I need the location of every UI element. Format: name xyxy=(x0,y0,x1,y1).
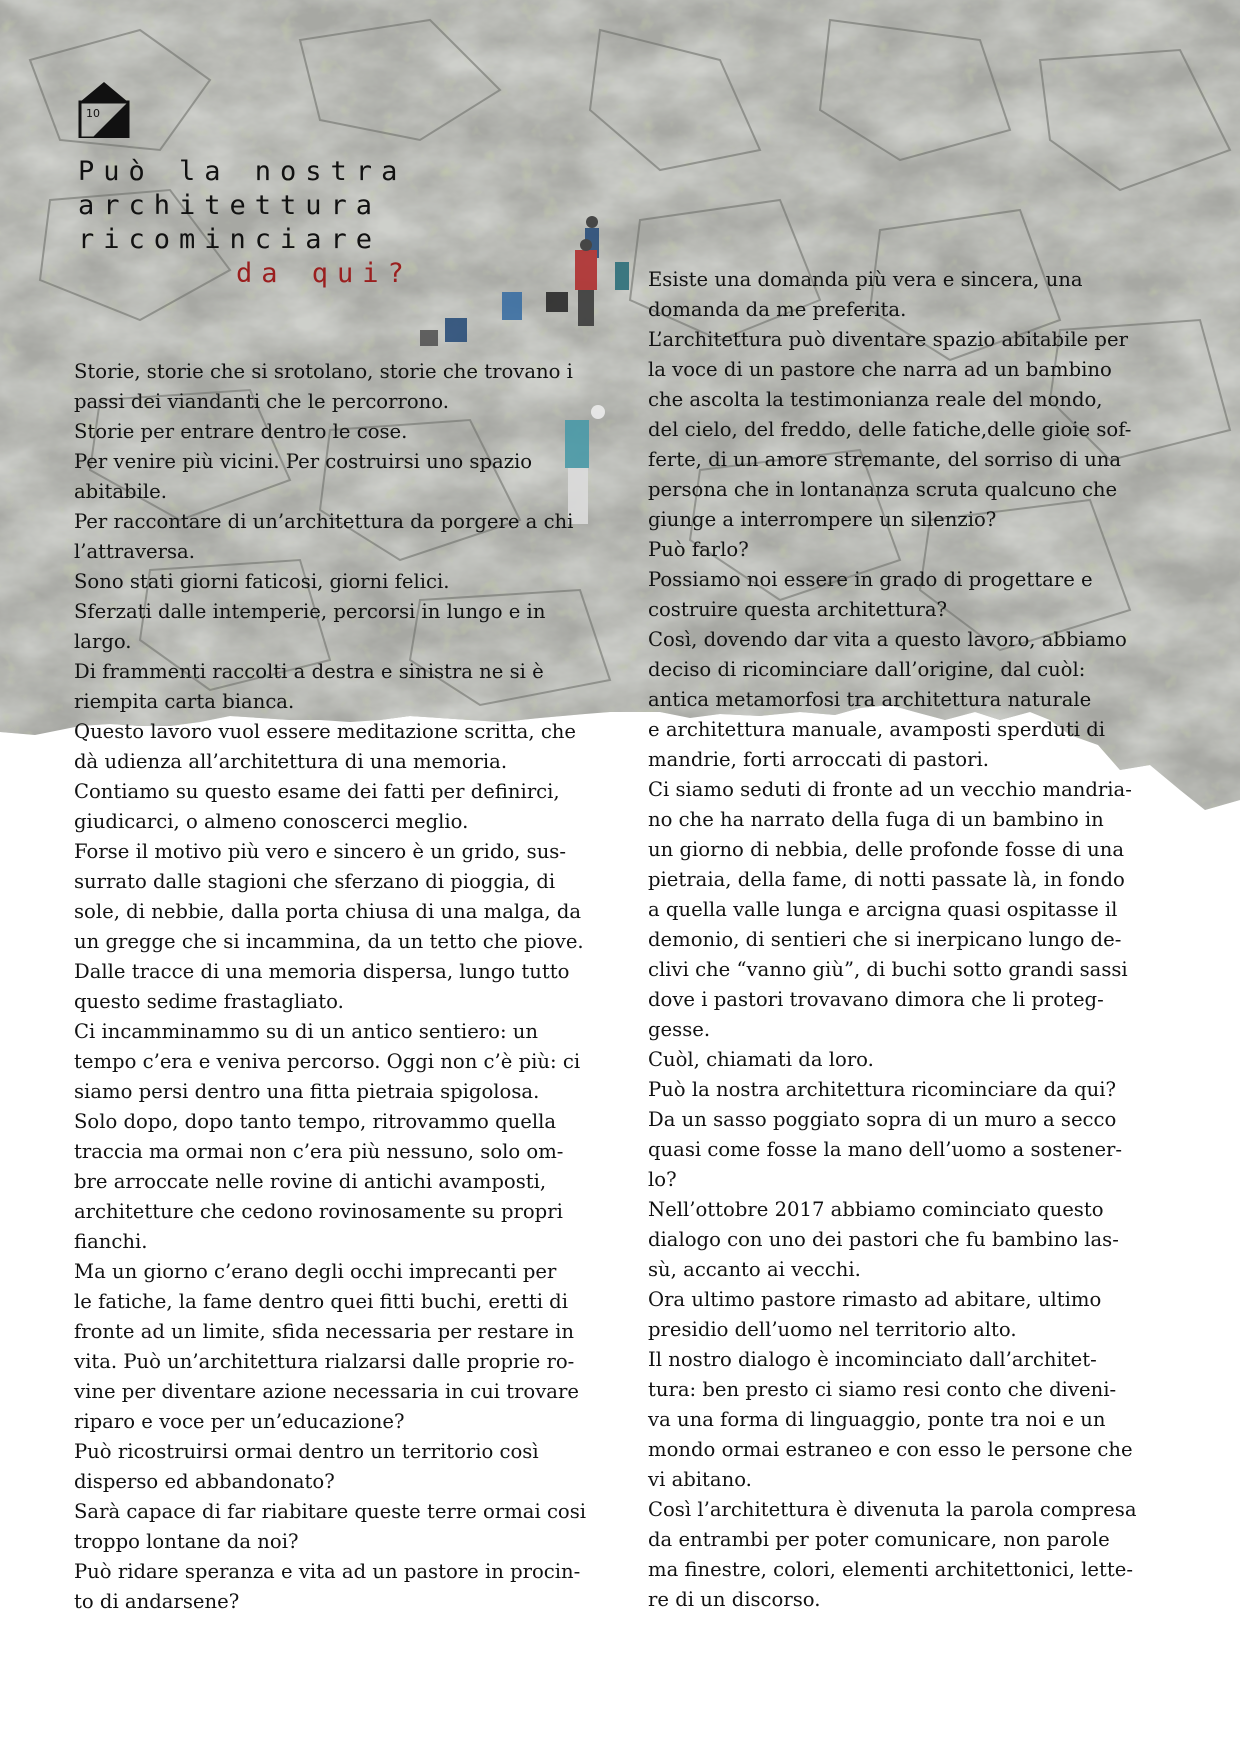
paragraph: Ora ultimo pastore rimasto ad abitare, ultimo presidio dell’uomo nel territorio alto. xyxy=(648,1288,1102,1341)
paragraph: Cuòl, chiamati da loro. xyxy=(648,1048,874,1071)
paragraph: Può ridare speranza e vita ad un pastore in procin- to di andarsene? xyxy=(74,1560,581,1613)
paragraph: Questo lavoro vuol essere meditazione scritta, che dà udienza all’architettura di una memoria. xyxy=(74,720,577,773)
paragraph: Da un sasso poggiato sopra di un muro a secco quasi come fosse la mano dell’uomo a sostener- lo? xyxy=(648,1108,1123,1191)
paragraph: Storie per entrare dentro le cose. xyxy=(74,420,408,443)
paragraph: Per venire più vicini. Per costruirsi uno spazio abitabile. xyxy=(74,450,533,503)
paragraph: Dalle tracce di una memoria dispersa, lungo tutto questo sedime frastagliato. xyxy=(74,960,570,1013)
paragraph: Forse il motivo più vero e sincero è un grido, sus- surrato dalle stagioni che sferzano di pioggia, di sole, di nebbie, dalla porta chiusa di una malga, da un gregge che si incammina, da un tetto che piove. xyxy=(74,840,584,953)
paragraph: Esiste una domanda più vera e sincera, una domanda da me preferita. xyxy=(648,268,1083,321)
paragraph: Storie, storie che si srotolano, storie che trovano i passi dei viandanti che le percorrono. xyxy=(74,360,573,413)
paragraph: Può ricostruirsi ormai dentro un territorio così disperso ed abbandonato? xyxy=(74,1440,539,1493)
paragraph: L’architettura può diventare spazio abitabile per la voce di un pastore che narra ad un bambino che ascolta la testimonianza reale del mondo, del cielo, del freddo, delle fatiche,delle gioie sof- ferte, di un amore stremante, del sorriso di una persona che in lontananza scruta qualcuno che giunge a interrompere un silenzio? xyxy=(648,328,1132,531)
paragraph: Così l’architettura è divenuta la parola compresa da entrambi per poter comunicare, non parole ma finestre, colori, elementi architettonici, lette- re di un discorso. xyxy=(648,1498,1137,1611)
title-line-3: ricominciare xyxy=(78,224,382,255)
page-title xyxy=(78,155,438,291)
paragraph: Possiamo noi essere in grado di progettare e costruire questa architettura? xyxy=(648,568,1093,621)
left-text-column xyxy=(74,357,619,1617)
paragraph: Può la nostra architettura ricominciare da qui? xyxy=(648,1078,1117,1101)
paragraph: Per raccontare di un’architettura da porgere a chi l’attraversa. xyxy=(74,510,574,563)
paragraph: Il nostro dialogo è incominciato dall’architet- tura: ben presto ci siamo resi conto che diveni- va una forma di linguaggio, ponte tra noi e un mondo ormai estraneo e con esso le persone che vi abitano. xyxy=(648,1348,1133,1491)
paragraph: Nell’ottobre 2017 abbiamo cominciato questo dialogo con uno dei pastori che fu bambino las- sù, accanto ai vecchi. xyxy=(648,1198,1119,1281)
paragraph: Ma un giorno c’erano degli occhi imprecanti per le fatiche, la fame dentro quei fitti buchi, eretti di fronte ad un limite, sfida necessaria per restare in vita. Può un’architettura rialzarsi dalle proprie ro- vine per diventare azione necessaria in cui trovare riparo e voce per un’educazione? xyxy=(74,1260,579,1433)
paragraph: Può farlo? xyxy=(648,538,749,561)
title-line-2: architettura xyxy=(78,190,382,221)
paragraph: Ci incamminammo su di un antico sentiero: un tempo c’era e veniva percorso. Oggi non c’è più: ci siamo persi dentro una fitta pietraia spigolosa. xyxy=(74,1020,581,1103)
paragraph: Così, dovendo dar vita a questo lavoro, abbiamo deciso di ricominciare dall’origine, dal cuòl: antica metamorfosi tra architettura naturale e architettura manuale, avamposti sperduti di mandrie, forti arroccati di pastori. xyxy=(648,628,1127,771)
page-number: 10 xyxy=(86,107,100,120)
right-text-column xyxy=(648,265,1168,1615)
title-line-1: Può la nostra xyxy=(78,156,407,187)
house-page-icon xyxy=(76,80,132,138)
paragraph: Di frammenti raccolti a destra e sinistra ne si è riempita carta bianca. xyxy=(74,660,544,713)
paragraph: Solo dopo, dopo tanto tempo, ritrovammo quella traccia ma ormai non c’era più nessuno, solo om- bre arroccate nelle rovine di antichi avamposti, architetture che cedono rovinosamente su propri fianchi. xyxy=(74,1110,564,1253)
paragraph: Ci siamo seduti di fronte ad un vecchio mandria- no che ha narrato della fuga di un bambino in un giorno di nebbia, delle profonde fosse di una pietraia, della fame, di notti passate là, in fondo a quella valle lunga e arcigna quasi ospitasse il demonio, di sentieri che si inerpicano lungo de- clivi che “vanno giù”, di buchi sotto grandi sassi dove i pastori trovavano dimora che li proteg- gesse. xyxy=(648,778,1132,1041)
paragraph: Sarà capace di far riabitare queste terre ormai cosi troppo lontane da noi? xyxy=(74,1500,587,1553)
paragraph: Sferzati dalle intemperie, percorsi in lungo e in largo. xyxy=(74,600,546,653)
title-accent: da qui? xyxy=(236,258,413,289)
paragraph: Sono stati giorni faticosi, giorni felici. xyxy=(74,570,450,593)
paragraph: Contiamo su questo esame dei fatti per definirci, giudicarci, o almeno conoscerci meglio. xyxy=(74,780,560,833)
